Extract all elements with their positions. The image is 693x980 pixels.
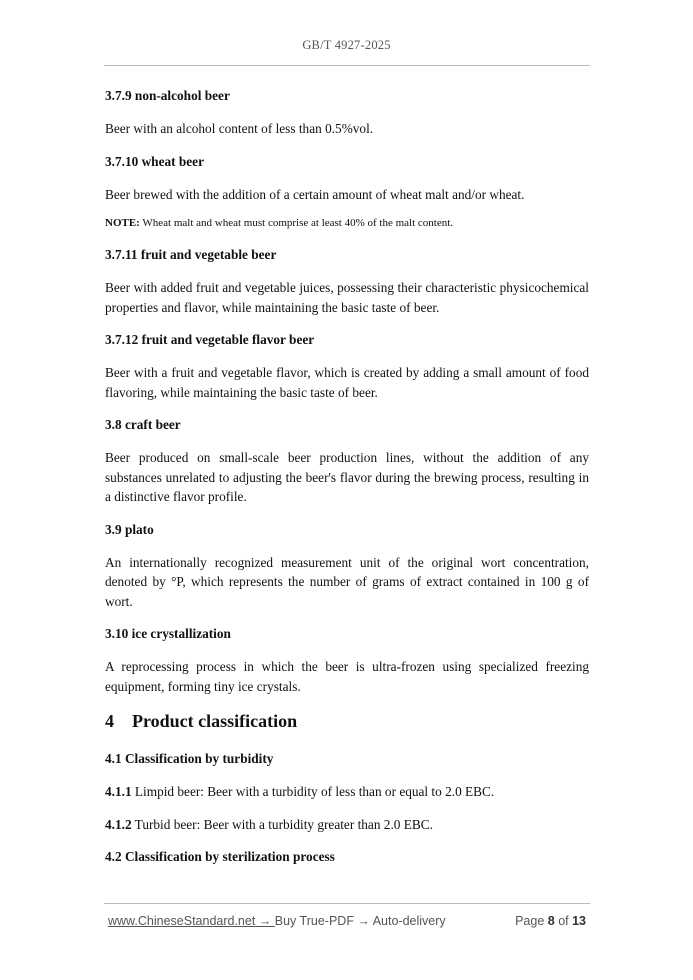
- page-footer: [108, 912, 586, 930]
- header-divider: [104, 65, 590, 66]
- item-4-1-1: [105, 782, 589, 802]
- item-number: 4.1.2: [105, 816, 132, 832]
- term-title-3-10: 3.10 ice crystallization: [105, 626, 231, 641]
- page-label: Page: [515, 914, 548, 928]
- clause-heading-4: [105, 709, 589, 733]
- term-definition-3-9: An internationally recognized measurement unit of the original wort concentration, denoted by °P, which represents the number of grams of extract contained in 100 g of wort.: [105, 554, 589, 609]
- term-definition-3-7-10: Beer brewed with the addition of a certain amount of wheat malt and/or wheat.: [105, 186, 525, 202]
- arrow-right-icon: →: [255, 914, 275, 928]
- page-current: 8: [547, 914, 555, 928]
- document-id-header: GB/T 4927-2025: [302, 38, 391, 52]
- subclause-title-4-2: 4.2 Classification by sterilization process: [105, 849, 335, 864]
- term-title-3-7-9: 3.7.9 non-alcohol beer: [105, 88, 230, 103]
- auto-delivery-text: Auto-delivery: [372, 914, 446, 928]
- term-definition-3-8: Beer produced on small-scale beer production lines, without the addition of any substances unrelated to adjusting the beer's flavor during the brewing process, resulting in a distinctive flavor profile.: [105, 450, 589, 504]
- clause-number: 4: [105, 711, 114, 731]
- item-text: Turbid beer: Beer with a turbidity greater than 2.0 EBC.: [131, 816, 433, 832]
- arrow-right-icon: →: [353, 914, 373, 928]
- site-link[interactable]: [108, 914, 275, 928]
- footer-divider: [104, 903, 590, 904]
- term-title-3-7-11: 3.7.11 fruit and vegetable beer: [105, 247, 277, 262]
- subclause-title-4-1: 4.1 Classification by turbidity: [105, 751, 274, 766]
- term-title-3-8: 3.8 craft beer: [105, 417, 181, 432]
- item-number: 4.1.1: [105, 784, 132, 799]
- term-definition-3-10: A reprocessing process in which the beer is ultra-frozen using specialized freezing equipment, forming tiny ice crystals.: [105, 659, 589, 694]
- item-text: Limpid beer: Beer with a turbidity of less than or equal to 2.0 EBC.: [131, 784, 495, 799]
- term-definition-3-7-12: Beer with a fruit and vegetable flavor, which is created by adding a small amount of food flavoring, while maintaining the basic taste of beer.: [105, 365, 589, 400]
- term-definition-3-7-9: Beer with an alcohol content of less than 0.5%vol.: [105, 121, 374, 136]
- term-title-3-9: 3.9 plato: [105, 521, 154, 537]
- term-title-3-7-10: 3.7.10 wheat beer: [105, 153, 204, 169]
- page-of: of: [554, 914, 573, 928]
- term-definition-3-7-11: Beer with added fruit and vegetable juices, possessing their characteristic physicochemical properties and flavor, while maintaining the basic taste of beer.: [105, 280, 589, 315]
- note-3-7-10: [105, 215, 589, 232]
- page-total: 13: [572, 914, 586, 928]
- item-4-1-2: [105, 815, 589, 835]
- page-indicator: [515, 912, 586, 930]
- site-link-text: www.ChineseStandard.net: [108, 914, 256, 928]
- buy-true-pdf-link[interactable]: Buy True-PDF: [274, 914, 354, 928]
- term-title-3-7-12: 3.7.12 fruit and vegetable flavor beer: [105, 332, 315, 347]
- note-label: NOTE:: [105, 217, 140, 229]
- note-text: Wheat malt and wheat must comprise at least 40% of the malt content.: [139, 217, 454, 229]
- clause-title: Product classification: [132, 711, 298, 731]
- page-content: [105, 86, 589, 880]
